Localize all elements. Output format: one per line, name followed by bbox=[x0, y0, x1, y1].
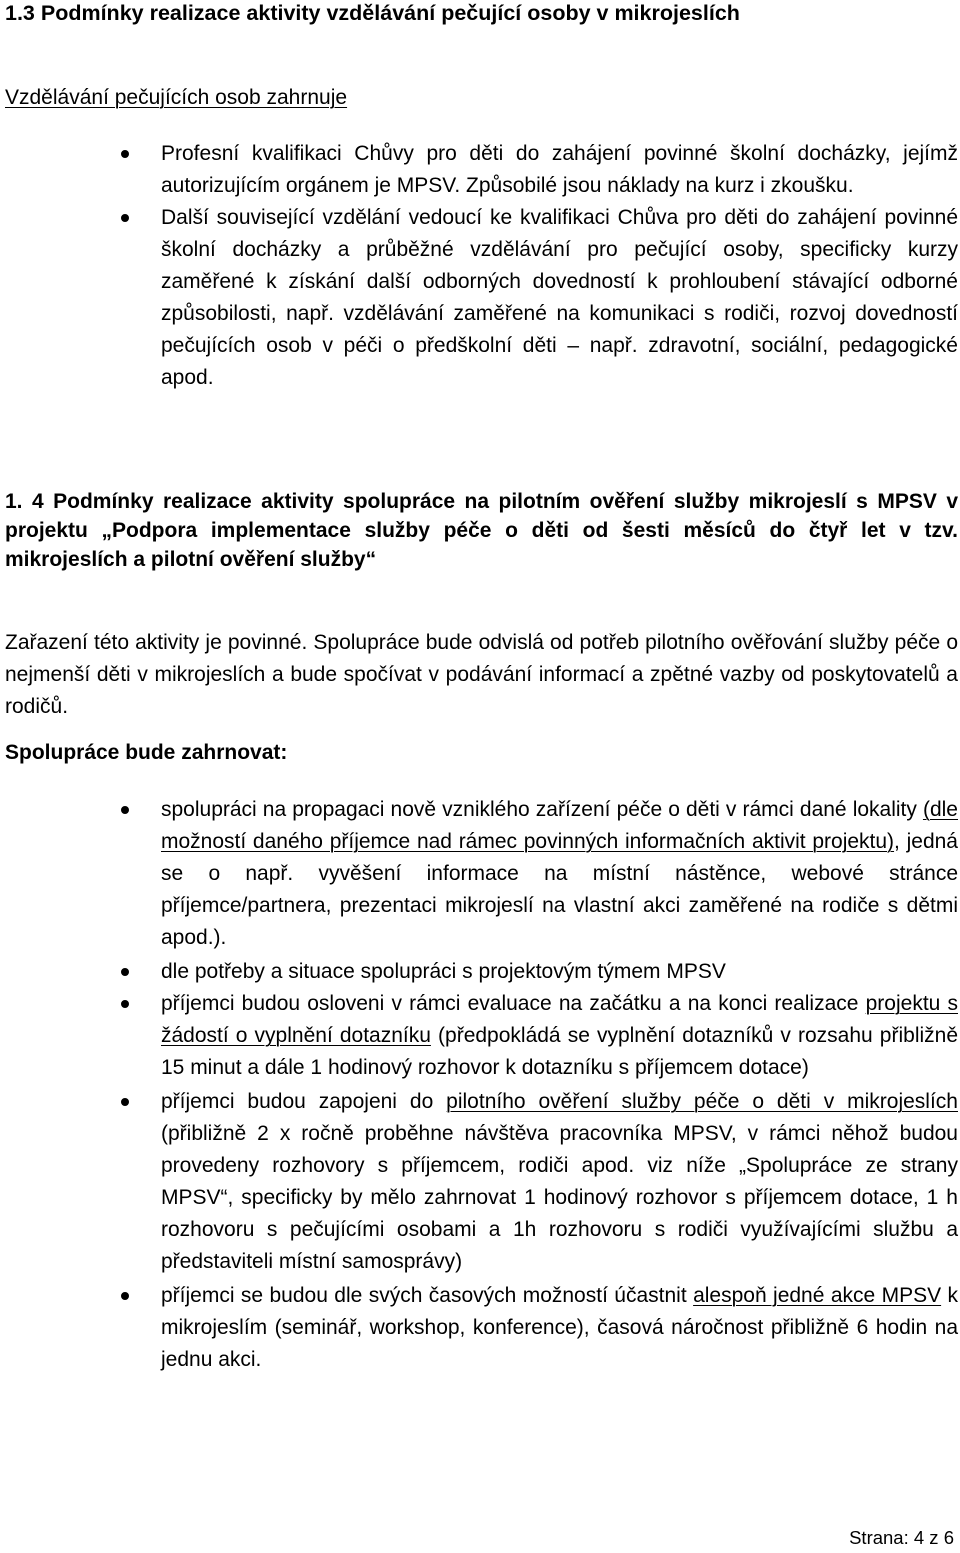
list-item-text: příjemci se budou dle svých časových možností účastnit bbox=[161, 1284, 694, 1307]
section-1-4-paragraph: Zařazení této aktivity je povinné. Spolupráce bude odvislá od potřeb pilotního ověřování služby péče o nejmenší děti v mikrojeslích a bude spočívat v podávání informací a zpětné vazby od poskytovatelů a rodičů. bbox=[5, 631, 958, 718]
list-item bbox=[0, 988, 958, 1084]
list-item-underlined-text: pilotního ověření služby péče o děti v mikrojeslích bbox=[446, 1090, 958, 1113]
list-item: Profesní kvalifikaci Chůvy pro děti do zahájení povinné školní docházky, jejímž autorizujícím orgánem je MPSV. Způsobilé jsou náklady na kurz i zkoušku. bbox=[0, 138, 958, 202]
list-item-text: příjemci budou osloveni v rámci evaluace na začátku a na konci realizace bbox=[161, 992, 866, 1015]
list-item-underlined-text: projektu s žádostí o vyplnění dotazníku bbox=[161, 992, 958, 1047]
list-item bbox=[0, 1280, 958, 1376]
list-item bbox=[0, 956, 958, 988]
list-item-text: (předpokládá se vyplnění dotazníků v rozsahu přibližně 15 minut a dále 1 hodinový rozhovor k dotazníku s příjemcem dotace) bbox=[161, 1024, 959, 1079]
list-item-underlined-text: alespoň jedné akce MPSV bbox=[693, 1284, 942, 1307]
section-1-3-title: 1.3 Podmínky realizace aktivity vzdělávání pečující osoby v mikrojeslích bbox=[5, 1, 740, 25]
cooperation-bullet-list bbox=[0, 794, 958, 1376]
list-item-underlined-text: (dle možností daného příjemce nad rámec povinných informačních aktivit projektu) bbox=[161, 798, 958, 853]
section-1-4-title: 1. 4 Podmínky realizace aktivity spolupráce na pilotním ověření služby mikrojeslí s MPSV v projektu „Podpora implementace služby péče o děti od šesti měsíců do čtyř let v tzv. mikrojeslích a pilotní ověření služby“ bbox=[5, 490, 958, 571]
list-item bbox=[0, 1086, 958, 1278]
cooperation-subheading: Spolupráce bude zahrnovat: bbox=[5, 741, 288, 764]
list-item-text: dle potřeby a situace spolupráci s projektovým týmem MPSV bbox=[161, 960, 726, 983]
list-item: Další související vzdělání vedoucí ke kvalifikaci Chůva pro děti do zahájení povinné školní docházky a průběžné vzdělávání pro pečující osoby, specificky kurzy zaměřené k získání další odborných dovedností k prohloubení stávající odborné způsobilosti, např. vzdělávání zaměřené na komunikaci s rodiči, rozvoj dovedností pečujících osob v péči o předškolní děti – např. zdravotní, sociální, pedagogické apod. bbox=[0, 202, 958, 394]
list-item bbox=[0, 794, 958, 954]
section-1-3-intro: Vzdělávání pečujících osob zahrnuje bbox=[5, 86, 348, 109]
list-item-text: spolupráci na propagaci nově vzniklého zařízení péče o děti v rámci dané lokality bbox=[161, 798, 923, 821]
list-item-text: příjemci budou zapojeni do bbox=[161, 1090, 447, 1113]
page-number: Strana: 4 z 6 bbox=[849, 1527, 954, 1548]
section-1-3-bullet-list bbox=[0, 138, 958, 394]
list-item-text: k mikrojeslím (seminář, workshop, konference), časová náročnost přibližně 6 hodin na jednu akci. bbox=[161, 1284, 958, 1371]
list-item-text: (přibližně 2 x ročně proběhne návštěva pracovníka MPSV, v rámci něhož budou provedeny rozhovory s příjemcem, rodiči apod. viz níže „Spolupráce ze strany MPSV“, specificky by mělo zahrnovat 1 hodinový rozhovor s příjemcem dotace, 1 h rozhovoru s pečujícími osobami a 1h rozhovoru s rodiči využívajícími službu a představiteli místní samosprávy) bbox=[161, 1122, 958, 1273]
list-item-text: , jedná se o např. vyvěšení informace na místní nástěnce, webové stránce příjemce/partnera, prezentaci mikrojeslí na vlastní akci zaměřené na rodiče s dětmi apod.). bbox=[161, 830, 958, 949]
